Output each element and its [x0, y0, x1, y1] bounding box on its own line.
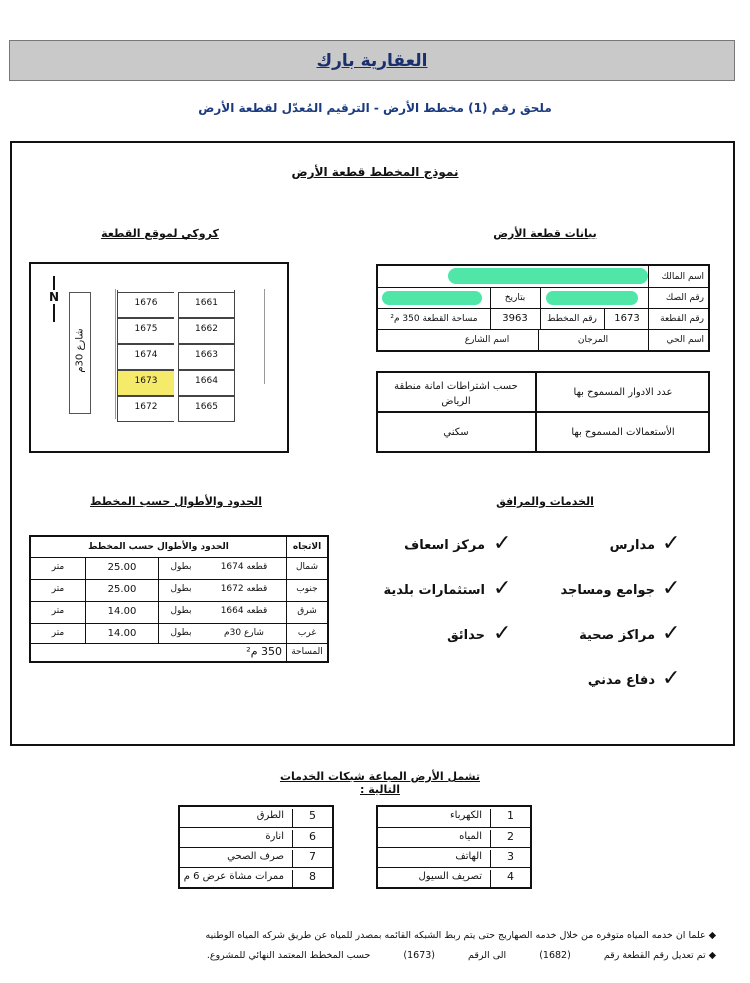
network-row	[378, 827, 530, 847]
network-row	[378, 847, 530, 867]
network-row	[180, 867, 332, 887]
networks-right-table	[376, 805, 532, 889]
plot-cell: 1664	[178, 370, 234, 396]
district-label: اسم الحي	[666, 335, 704, 345]
street-name-label: اسم الشارع	[464, 335, 510, 345]
col-details: الحدود والأطوال حسب المخطط	[88, 542, 229, 552]
network-number: 4	[490, 870, 530, 888]
plot-cell: 1661	[178, 292, 234, 318]
boundaries-table	[29, 535, 329, 663]
plot-cell: 1673	[118, 370, 174, 396]
company-title: العقارية بارك	[316, 51, 428, 71]
plot-sketch	[29, 262, 289, 453]
plot-grid	[117, 290, 235, 422]
network-number: 8	[292, 870, 332, 888]
boundary-neighbor: شارع 30م	[224, 628, 264, 638]
owner-label: اسم المالك	[661, 272, 704, 282]
service-item: دفاع مدني	[587, 673, 655, 688]
sketch-boundary-line	[264, 289, 265, 384]
boundary-unit: متر	[51, 628, 65, 638]
header-bar	[9, 40, 735, 81]
sketch-boundary-line	[115, 289, 116, 419]
area-text: مساحة القطعة 350 م²	[390, 314, 478, 324]
boundary-unit: متر	[51, 562, 65, 572]
service-item: جوامع ومساجد	[560, 583, 655, 598]
plan-label: رقم المخطط	[547, 314, 597, 324]
deed-redaction	[382, 291, 482, 305]
service-item: مراكز صحية	[579, 628, 655, 643]
service-item: مركز اسعاف	[404, 538, 485, 553]
network-row	[378, 807, 530, 827]
network-number: 3	[490, 850, 530, 868]
street-strip	[69, 292, 91, 414]
boundary-unit: متر	[51, 584, 65, 594]
area-value: 350 م²	[246, 645, 282, 658]
check-icon: ✓	[493, 531, 512, 556]
boundary-neighbor: قطعه 1672	[220, 584, 268, 594]
service-item: استثمارات بلدية	[383, 583, 485, 598]
note1-text: علما ان خدمه المياه متوفره من خلال خدمه الصهاريج حتى يتم ربط الشبكه القائمه بمصدر للمياه عن طريق شركه المياه الوطنيه	[205, 930, 706, 941]
network-name: المياه	[459, 831, 482, 842]
plot-label: رقم القطعة	[660, 314, 704, 324]
boundary-length-label: بطول	[170, 628, 192, 638]
note2-part-c: حسب المخطط المعتمد النهائي للمشروع.	[206, 950, 371, 961]
check-icon: ✓	[493, 576, 512, 601]
check-icon: ✓	[662, 666, 681, 691]
district-value: المرجان	[577, 335, 609, 345]
owner-redaction	[448, 268, 648, 284]
note2-new-no: (1673)	[403, 950, 436, 961]
land-data-title: بيانات قطعة الأرض	[493, 227, 597, 240]
note2-old-no: (1682)	[539, 950, 571, 961]
plot-cell: 1674	[118, 344, 174, 370]
boundary-neighbor: قطعه 1664	[220, 606, 268, 616]
boundary-direction: شرق	[297, 606, 317, 616]
street-label: شارع 30م	[74, 328, 86, 373]
network-name: الهاتف	[455, 851, 482, 862]
network-name: ممرات مشاة عرض 6 م	[183, 871, 284, 882]
form-title: نموذج المخطط قطعة الأرض	[291, 165, 459, 179]
network-name: تصريف السيول	[418, 871, 482, 882]
plot-cell: 1662	[178, 318, 234, 344]
area-label: المساحة	[291, 647, 323, 657]
service-item: مدارس	[609, 538, 655, 553]
plot-no: 1673	[614, 313, 640, 324]
network-number: 5	[292, 809, 332, 827]
sketch-title: كروكي لموقع القطعة	[101, 227, 219, 240]
plan-no: 3963	[502, 313, 528, 324]
boundary-length-label: بطول	[170, 584, 192, 594]
north-label: N	[46, 290, 62, 304]
check-icon: ✓	[662, 576, 681, 601]
floors-value: حسب اشتراطات امانة منطقة الرياض	[394, 381, 518, 407]
note-plot-change	[80, 950, 716, 961]
check-icon: ✓	[662, 531, 681, 556]
boundary-neighbor: قطعه 1674	[220, 562, 268, 572]
use-value: سكني	[443, 427, 469, 438]
network-row	[180, 827, 332, 847]
plot-cell: 1672	[118, 396, 174, 422]
network-row	[378, 867, 530, 887]
network-row	[180, 807, 332, 827]
boundary-length: 25.00	[107, 584, 137, 595]
service-item: حدائق	[447, 628, 485, 643]
bullet-icon: ◆	[705, 950, 716, 961]
network-number: 6	[292, 830, 332, 848]
deed-date-label: بتاريخ	[504, 293, 526, 303]
plot-cell: 1665	[178, 396, 234, 422]
networks-left-table	[178, 805, 334, 889]
regulations-table	[376, 371, 710, 453]
boundary-length: 25.00	[107, 562, 137, 573]
network-name: الطرق	[256, 810, 284, 821]
north-arrow	[49, 276, 59, 322]
note-water	[80, 930, 716, 941]
network-number: 2	[490, 830, 530, 848]
plot-cell: 1676	[118, 292, 174, 318]
note2-part-b: الى الرقم	[468, 950, 507, 961]
boundary-direction: جنوب	[296, 584, 318, 594]
check-icon: ✓	[662, 621, 681, 646]
networks-title: تشمل الأرض المباعة شبكات الخدمات التالية :	[279, 770, 481, 796]
plot-cell: 1663	[178, 344, 234, 370]
floors-label: عدد الادوار المسموح بها	[573, 387, 673, 398]
boundary-length-label: بطول	[170, 606, 192, 616]
use-label: الأستعمالات المسموح بها	[571, 427, 675, 438]
network-name: انارة	[265, 831, 284, 842]
network-name: صرف الصحي	[227, 851, 284, 862]
network-name: الكهرباء	[449, 810, 482, 821]
bullet-icon: ◆	[705, 930, 716, 941]
boundary-length: 14.00	[107, 606, 137, 617]
boundary-direction: شمال	[295, 562, 319, 572]
land-data-table	[376, 264, 710, 352]
note2-part-a: تم تعديل رقم القطعة رقم	[603, 950, 706, 961]
services-title: الخدمات والمرافق	[496, 495, 594, 508]
col-direction: الاتجاه	[292, 542, 322, 552]
deed-redaction	[546, 291, 638, 305]
boundary-length-label: بطول	[170, 562, 192, 572]
boundary-direction: غرب	[297, 628, 317, 638]
boundary-length: 14.00	[107, 628, 137, 639]
document-subtitle: ملحق رقم (1) مخطط الأرض - الترقيم المُعدّل لقطعة الأرض	[198, 101, 552, 115]
network-number: 7	[292, 850, 332, 868]
network-row	[180, 847, 332, 867]
deed-label: رقم الصك	[665, 293, 704, 303]
check-icon: ✓	[493, 621, 512, 646]
plot-cell: 1675	[118, 318, 174, 344]
boundaries-title: الحدود والأطوال حسب المخطط	[90, 495, 262, 508]
boundary-unit: متر	[51, 606, 65, 616]
network-number: 1	[490, 809, 530, 827]
